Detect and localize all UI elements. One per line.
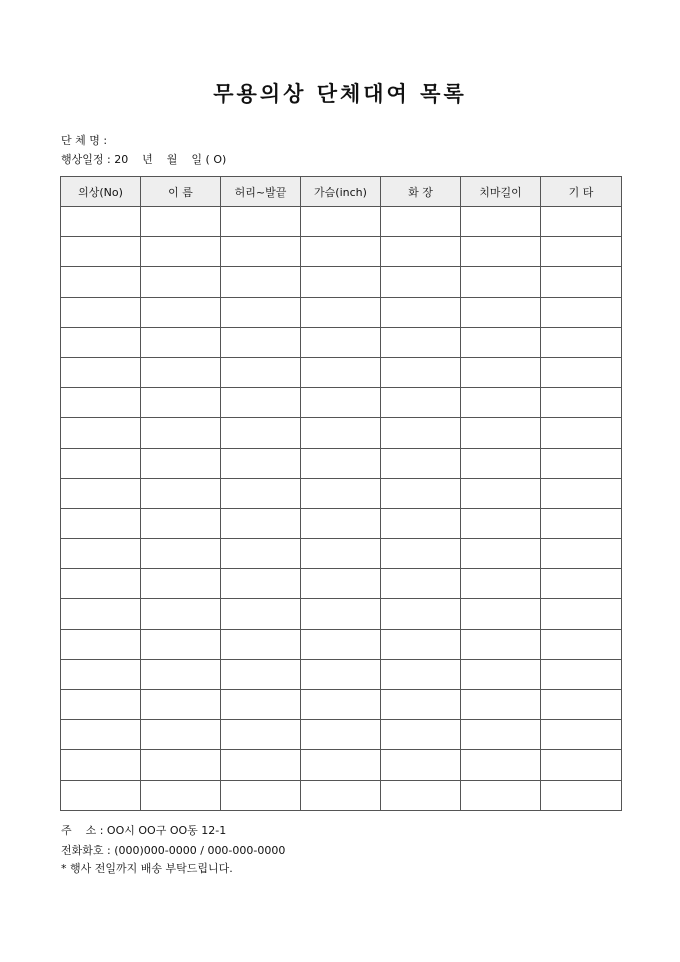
table-row	[61, 629, 622, 659]
table-cell[interactable]	[61, 659, 141, 689]
table-cell[interactable]	[461, 629, 541, 659]
table-row	[61, 237, 622, 267]
table-cell[interactable]	[541, 569, 622, 599]
table-cell[interactable]	[61, 539, 141, 569]
delivery-note: * 행사 전일까지 배송 부탁드립니다.	[61, 862, 233, 875]
table-cell[interactable]	[141, 750, 221, 780]
table-row	[61, 539, 622, 569]
table-cell[interactable]	[301, 478, 381, 508]
table-cell[interactable]	[221, 327, 301, 357]
header-costume-no: 의상(No)	[61, 177, 141, 207]
table-cell[interactable]	[301, 659, 381, 689]
table-cell[interactable]	[381, 690, 461, 720]
table-cell[interactable]	[61, 780, 141, 810]
table-cell[interactable]	[301, 508, 381, 538]
table-cell[interactable]	[381, 750, 461, 780]
table-cell[interactable]	[381, 539, 461, 569]
table-cell[interactable]	[461, 780, 541, 810]
table-row	[61, 357, 622, 387]
table-cell[interactable]	[461, 750, 541, 780]
table-cell[interactable]	[141, 207, 221, 237]
table-cell[interactable]	[301, 297, 381, 327]
header-etc: 기 타	[541, 177, 622, 207]
table-cell[interactable]	[61, 327, 141, 357]
table-cell[interactable]	[141, 478, 221, 508]
table-cell[interactable]	[61, 599, 141, 629]
table-cell[interactable]	[541, 539, 622, 569]
table-cell[interactable]	[381, 659, 461, 689]
table-cell[interactable]	[141, 629, 221, 659]
table-cell[interactable]	[381, 297, 461, 327]
table-cell[interactable]	[381, 267, 461, 297]
table-cell[interactable]	[381, 237, 461, 267]
table-cell[interactable]	[381, 207, 461, 237]
table-cell[interactable]	[61, 418, 141, 448]
table-cell[interactable]	[61, 448, 141, 478]
table-row	[61, 267, 622, 297]
table-cell[interactable]	[61, 569, 141, 599]
table-cell[interactable]	[141, 690, 221, 720]
table-cell[interactable]	[461, 237, 541, 267]
table-cell[interactable]	[61, 388, 141, 418]
table-cell[interactable]	[141, 508, 221, 538]
table-cell[interactable]	[541, 357, 622, 387]
table-cell[interactable]	[381, 388, 461, 418]
table-cell[interactable]	[301, 207, 381, 237]
table-cell[interactable]	[301, 720, 381, 750]
table-cell[interactable]	[301, 690, 381, 720]
table-cell[interactable]	[461, 478, 541, 508]
table-cell[interactable]	[301, 418, 381, 448]
table-cell[interactable]	[381, 508, 461, 538]
table-cell[interactable]	[381, 478, 461, 508]
table-cell[interactable]	[61, 720, 141, 750]
table-cell[interactable]	[221, 448, 301, 478]
table-cell[interactable]	[141, 720, 221, 750]
table-cell[interactable]	[461, 357, 541, 387]
table-cell[interactable]	[301, 569, 381, 599]
table-cell[interactable]	[381, 720, 461, 750]
table-cell[interactable]	[221, 207, 301, 237]
table-cell[interactable]	[141, 418, 221, 448]
table-cell[interactable]	[541, 297, 622, 327]
table-cell[interactable]	[541, 327, 622, 357]
address-line: 주 소 : OO시 OO구 OO동 12-1	[61, 824, 227, 837]
table-cell[interactable]	[461, 388, 541, 418]
table-row	[61, 388, 622, 418]
table-cell[interactable]	[541, 448, 622, 478]
table-cell[interactable]	[141, 448, 221, 478]
table-cell[interactable]	[381, 448, 461, 478]
table-cell[interactable]	[461, 327, 541, 357]
table-cell[interactable]	[541, 388, 622, 418]
table-cell[interactable]	[61, 357, 141, 387]
table-cell[interactable]	[141, 599, 221, 629]
table-cell[interactable]	[541, 237, 622, 267]
table-cell[interactable]	[61, 478, 141, 508]
table-cell[interactable]	[221, 237, 301, 267]
table-cell[interactable]	[301, 539, 381, 569]
table-cell[interactable]	[461, 720, 541, 750]
table-cell[interactable]	[381, 599, 461, 629]
table-row	[61, 448, 622, 478]
header-waist-to-foot: 허리~발끝	[221, 177, 301, 207]
header-skirt-length: 치마길이	[461, 177, 541, 207]
table-cell[interactable]	[221, 629, 301, 659]
header-sleeve-length: 화 장	[381, 177, 461, 207]
table-row	[61, 418, 622, 448]
table-cell[interactable]	[301, 327, 381, 357]
table-row	[61, 569, 622, 599]
table-cell[interactable]	[61, 237, 141, 267]
table-cell[interactable]	[541, 780, 622, 810]
table-cell[interactable]	[141, 327, 221, 357]
table-cell[interactable]	[461, 418, 541, 448]
table-cell[interactable]	[301, 388, 381, 418]
table-cell[interactable]	[221, 539, 301, 569]
table-cell[interactable]	[541, 659, 622, 689]
table-row	[61, 297, 622, 327]
table-row	[61, 720, 622, 750]
table-cell[interactable]	[221, 388, 301, 418]
table-header-row	[61, 177, 622, 207]
table-row	[61, 780, 622, 810]
organization-name-field: 단 체 명 :	[61, 134, 108, 147]
table-cell[interactable]	[221, 690, 301, 720]
table-cell[interactable]	[141, 388, 221, 418]
table-cell[interactable]	[381, 418, 461, 448]
table-body	[61, 207, 622, 811]
table-cell[interactable]	[541, 418, 622, 448]
table-cell[interactable]	[301, 237, 381, 267]
table-row	[61, 599, 622, 629]
table-cell[interactable]	[61, 750, 141, 780]
table-cell[interactable]	[141, 237, 221, 267]
table-cell[interactable]	[61, 297, 141, 327]
table-cell[interactable]	[461, 569, 541, 599]
table-cell[interactable]	[541, 629, 622, 659]
table-cell[interactable]	[381, 357, 461, 387]
table-cell[interactable]	[461, 297, 541, 327]
table-row	[61, 508, 622, 538]
table-cell[interactable]	[221, 720, 301, 750]
table-cell[interactable]	[221, 418, 301, 448]
table-row	[61, 207, 622, 237]
table-cell[interactable]	[541, 599, 622, 629]
table-cell[interactable]	[61, 629, 141, 659]
table-cell[interactable]	[461, 599, 541, 629]
table-row	[61, 327, 622, 357]
table-cell[interactable]	[221, 750, 301, 780]
event-schedule-field: 행상일정 : 20 년 월 일 ( O)	[61, 153, 227, 166]
table-cell[interactable]	[461, 207, 541, 237]
table-cell[interactable]	[141, 539, 221, 569]
table-cell[interactable]	[61, 207, 141, 237]
table-cell[interactable]	[61, 267, 141, 297]
table-cell[interactable]	[141, 357, 221, 387]
table-cell[interactable]	[141, 267, 221, 297]
table-cell[interactable]	[381, 780, 461, 810]
table-cell[interactable]	[541, 267, 622, 297]
table-cell[interactable]	[301, 780, 381, 810]
table-cell[interactable]	[221, 659, 301, 689]
table-cell[interactable]	[461, 659, 541, 689]
table-cell[interactable]	[381, 569, 461, 599]
table-cell[interactable]	[541, 207, 622, 237]
table-cell[interactable]	[221, 508, 301, 538]
table-cell[interactable]	[301, 599, 381, 629]
table-cell[interactable]	[461, 267, 541, 297]
table-cell[interactable]	[461, 448, 541, 478]
table-cell[interactable]	[221, 599, 301, 629]
table-cell[interactable]	[221, 780, 301, 810]
table-row	[61, 659, 622, 689]
table-cell[interactable]	[221, 569, 301, 599]
header-name: 이 름	[141, 177, 221, 207]
table-cell[interactable]	[61, 508, 141, 538]
table-cell[interactable]	[461, 508, 541, 538]
table-cell[interactable]	[301, 629, 381, 659]
table-cell[interactable]	[141, 297, 221, 327]
table-cell[interactable]	[381, 327, 461, 357]
table-cell[interactable]	[381, 629, 461, 659]
table-cell[interactable]	[301, 750, 381, 780]
table-row	[61, 690, 622, 720]
table-row	[61, 750, 622, 780]
table-cell[interactable]	[141, 569, 221, 599]
table-cell[interactable]	[301, 448, 381, 478]
header-chest: 가슴(inch)	[301, 177, 381, 207]
document-title: 무용의상 단체대여 목록	[213, 81, 467, 106]
phone-line: 전화화호 : (000)000-0000 / 000-000-0000	[61, 844, 286, 857]
table-cell[interactable]	[541, 750, 622, 780]
table-cell[interactable]	[221, 267, 301, 297]
table-cell[interactable]	[541, 690, 622, 720]
table-cell[interactable]	[221, 297, 301, 327]
table-cell[interactable]	[301, 267, 381, 297]
table-cell[interactable]	[541, 508, 622, 538]
table-row	[61, 478, 622, 508]
table-cell[interactable]	[541, 478, 622, 508]
table-cell[interactable]	[221, 478, 301, 508]
table-cell[interactable]	[61, 690, 141, 720]
table-cell[interactable]	[461, 690, 541, 720]
table-cell[interactable]	[221, 357, 301, 387]
table-cell[interactable]	[301, 357, 381, 387]
table-cell[interactable]	[141, 659, 221, 689]
table-cell[interactable]	[541, 720, 622, 750]
table-cell[interactable]	[141, 780, 221, 810]
table-cell[interactable]	[461, 539, 541, 569]
costume-rental-table	[60, 176, 622, 811]
